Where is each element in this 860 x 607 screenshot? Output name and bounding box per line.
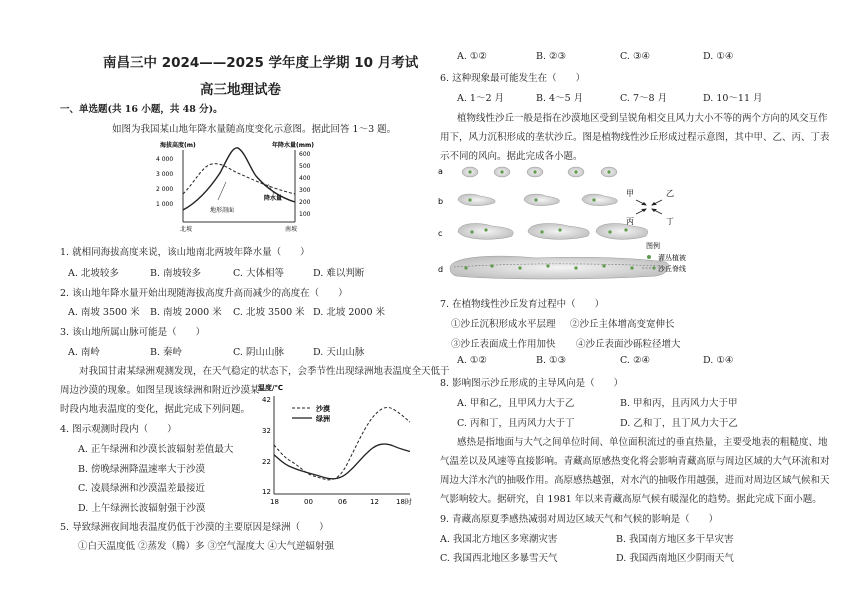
row-label-b: b	[438, 197, 444, 206]
intro-text-3a: 植物线性沙丘一般是指在沙漠地区受到呈锐角相交且风力大小不等的两个方向的风交互作	[457, 113, 828, 124]
q7-item-2: ②沙丘主体增高变宽伸长	[570, 319, 675, 330]
q6-option-d[interactable]: D. 10～11 月	[703, 93, 763, 104]
terrain-label: 地形剖面	[210, 207, 235, 214]
legend-oasis: 绿洲	[316, 415, 330, 423]
x-tick: 18时	[396, 498, 412, 506]
q4-option-a[interactable]: A. 正午绿洲和沙漠长波辐射差值最大	[78, 444, 234, 455]
row-label-c: c	[438, 229, 443, 238]
q5-option-d[interactable]: D. ①④	[703, 51, 734, 62]
q1-option-d[interactable]: D. 难以判断	[313, 268, 365, 279]
q5-option-a[interactable]: A. ①②	[457, 51, 487, 62]
q9-stem: 9. 青藏高原夏季感热减弱对周边区域天气和气候的影响是（ ）	[440, 514, 719, 525]
q7-stem: 7. 在植物线性沙丘发育过程中（ ）	[440, 299, 605, 310]
q1-option-b[interactable]: B. 南坡较多	[150, 268, 202, 279]
q3-option-c[interactable]: C. 阴山山脉	[233, 347, 284, 358]
tick-label: 200	[299, 199, 311, 206]
q9-option-b[interactable]: B. 我国南方地区多干旱灾害	[616, 534, 734, 545]
tick-label: 2 000	[156, 186, 174, 193]
wind-yi: 乙	[666, 189, 674, 198]
q6-option-b[interactable]: B. 4～5 月	[536, 93, 584, 104]
tick-label: 100	[299, 211, 311, 218]
q7-option-d[interactable]: D. ①④	[703, 355, 734, 366]
q3-option-d[interactable]: D. 天山山脉	[313, 347, 365, 358]
q4-option-b[interactable]: B. 傍晚绿洲降温速率大于沙漠	[78, 464, 206, 475]
q7-item-3: ③沙丘表面成土作用加快	[451, 339, 556, 350]
x-tick: 00	[304, 498, 313, 506]
intro-text-1: 如图为我国某山地年降水量随高度变化示意图。据此回答 1～3 题。	[112, 124, 397, 135]
q7-item-4: ④沙丘表面沙砾粒径增大	[576, 339, 681, 350]
intro-text-4c: 周边大洋水汽的抽吸作用。高原感热越强，对水汽的抽吸作用越强，进而对周边区域气候和天	[440, 475, 830, 486]
q9-option-a[interactable]: A. 我国北方地区多寒潮灾害	[440, 534, 558, 545]
wind-ding: 丁	[666, 217, 674, 226]
wind-bing: 丙	[626, 217, 634, 226]
q6-option-a[interactable]: A. 1～2 月	[457, 93, 505, 104]
intro-text-2a: 对我国甘肃某绿洲观测发现，在天气稳定的状态下，会季节性出现绿洲地表温度全天低于	[79, 366, 450, 377]
temp-ylabel: 温度/℃	[258, 384, 284, 392]
q1-stem: 1. 就相同海拔高度来说，该山地南北两坡年降水量（ ）	[60, 247, 310, 258]
q8-option-a[interactable]: A. 甲和乙，且甲风力大于乙	[457, 398, 575, 409]
q2-option-c[interactable]: C. 北坡 3500 米	[233, 307, 305, 318]
y-tick: 32	[262, 427, 271, 435]
q9-option-d[interactable]: D. 我国西南地区少阴雨天气	[616, 553, 734, 564]
intro-text-4d: 气影响较大。据研究，自 1981 年以来青藏高原气候有暖湿化的趋势。据此完成下面小题。	[440, 494, 822, 505]
intro-text-4b: 气温差以及风速等直接影响。青藏高原感热变化将会影响青藏高原与周边区域的大气环流和对	[440, 456, 830, 467]
q7-item-1: ①沙丘沉积形成水平层理	[451, 319, 556, 330]
q2-option-d[interactable]: D. 北坡 2000 米	[313, 307, 386, 318]
q3-option-b[interactable]: B. 秦岭	[150, 347, 183, 358]
q4-stem: 4. 图示观测时段内（ ）	[60, 424, 177, 435]
row-label-a: a	[438, 167, 443, 176]
q8-option-c[interactable]: C. 丙和丁，且丙风力大于丁	[457, 418, 575, 429]
q4-option-c[interactable]: C. 凌晨绿洲和沙漠温差最接近	[78, 483, 205, 494]
legend-title: 图例	[646, 242, 660, 250]
q6-option-c[interactable]: C. 7～8 月	[620, 93, 668, 104]
y-tick: 22	[262, 458, 271, 466]
q7-option-c[interactable]: C. ②④	[620, 355, 651, 366]
tick-label: 300	[299, 187, 311, 194]
q1-option-a[interactable]: A. 北坡较多	[68, 268, 119, 279]
legend-vegetation-swatch	[647, 255, 651, 259]
q2-option-a[interactable]: A. 南坡 3500 米	[68, 307, 140, 318]
q1-option-c[interactable]: C. 大体相等	[233, 268, 284, 279]
y-tick: 12	[262, 488, 271, 496]
dune-row-a	[462, 167, 617, 177]
wind-jia: 甲	[626, 189, 634, 198]
q5-option-c[interactable]: C. ③④	[620, 51, 651, 62]
precip-line	[183, 164, 295, 194]
x-tick: 12	[370, 498, 379, 506]
x-right-label: 南坡	[285, 226, 298, 233]
exam-subtitle: 高三地理试卷	[200, 82, 281, 98]
wind-direction-arrows	[636, 200, 662, 214]
tick-label: 600	[299, 151, 311, 158]
q5-items: ①白天温度低 ②蒸发（腾）多 ③空气湿度大 ④大气逆辐射强	[78, 541, 335, 552]
legend-vegetation: 灌丛植被	[658, 254, 686, 262]
intro-text-3b: 用下，风力沉积形成的垄状沙丘。图是植物线性沙丘形成过程示意图，其中甲、乙、丙、丁表	[440, 132, 830, 143]
dune-formation-diagram	[436, 160, 736, 284]
tick-label: 500	[299, 163, 311, 170]
intro-text-2b: 周边沙漠的现象。如图呈现该绿洲和附近沙漠某	[60, 385, 260, 396]
y-tick: 42	[262, 396, 271, 404]
q8-option-b[interactable]: B. 甲和丙，且丙风力大于甲	[620, 398, 738, 409]
y-right-label: 年降水量(mm)	[272, 142, 314, 149]
q4-option-d[interactable]: D. 上午绿洲长波辐射强于沙漠	[78, 503, 206, 514]
q7-option-a[interactable]: A. ①②	[457, 355, 487, 366]
section-heading: 一、单选题(共 16 小题，共 48 分)。	[60, 104, 223, 115]
legend-desert: 沙漠	[316, 405, 330, 413]
q2-stem: 2. 该山地年降水量开始出现随海拔高度升高而减少的高度在（ ）	[60, 288, 348, 299]
row-label-d: d	[438, 265, 444, 274]
q9-option-c[interactable]: C. 我国西北地区多暴雪天气	[440, 553, 558, 564]
q3-stem: 3. 该山地所属山脉可能是（ ）	[60, 327, 206, 338]
oasis-line	[274, 444, 410, 479]
x-tick: 06	[338, 498, 347, 506]
q5-option-b[interactable]: B. ②③	[536, 51, 567, 62]
intro-text-3c: 示不同的风向。据此完成各小题。	[440, 151, 583, 162]
legend-ridge: 沙丘脊线	[658, 265, 686, 273]
mountain-precip-chart	[150, 138, 328, 234]
x-left-label: 北坡	[180, 226, 193, 233]
precip-label: 降水量	[264, 195, 283, 202]
q8-option-d[interactable]: D. 乙和丁，且丁风力大于乙	[620, 418, 738, 429]
exam-title: 南昌三中 2024——2025 学年度上学期 10 月考试	[103, 55, 419, 71]
dune-row-d	[450, 256, 669, 279]
q6-stem: 6. 这种现象最可能发生在（ ）	[440, 73, 586, 84]
q2-option-b[interactable]: B. 南坡 2000 米	[150, 307, 222, 318]
intro-text-2c: 时段内地表温度的变化，据此完成下列问题。	[60, 404, 251, 415]
temperature-chart	[250, 378, 420, 510]
tick-label: 400	[299, 175, 311, 182]
q8-stem: 8. 影响图示沙丘形成的主导风向是（ ）	[440, 378, 624, 389]
tick-label: 4 000	[156, 156, 174, 163]
tick-label: 1 000	[156, 201, 174, 208]
tick-label: 3 000	[156, 171, 174, 178]
q7-option-b[interactable]: B. ①③	[536, 355, 567, 366]
q3-option-a[interactable]: A. 南岭	[68, 347, 100, 358]
intro-text-4a: 感热是指地面与大气之间单位时间、单位面积流过的垂直热量，主要受地表的粗糙度、地	[457, 437, 828, 448]
x-tick: 18	[270, 498, 279, 506]
y-left-label: 海拔高度(m)	[160, 142, 196, 149]
q5-stem: 5. 导致绿洲夜间地表温度仍低于沙漠的主要原因是绿洲（ ）	[60, 522, 329, 533]
